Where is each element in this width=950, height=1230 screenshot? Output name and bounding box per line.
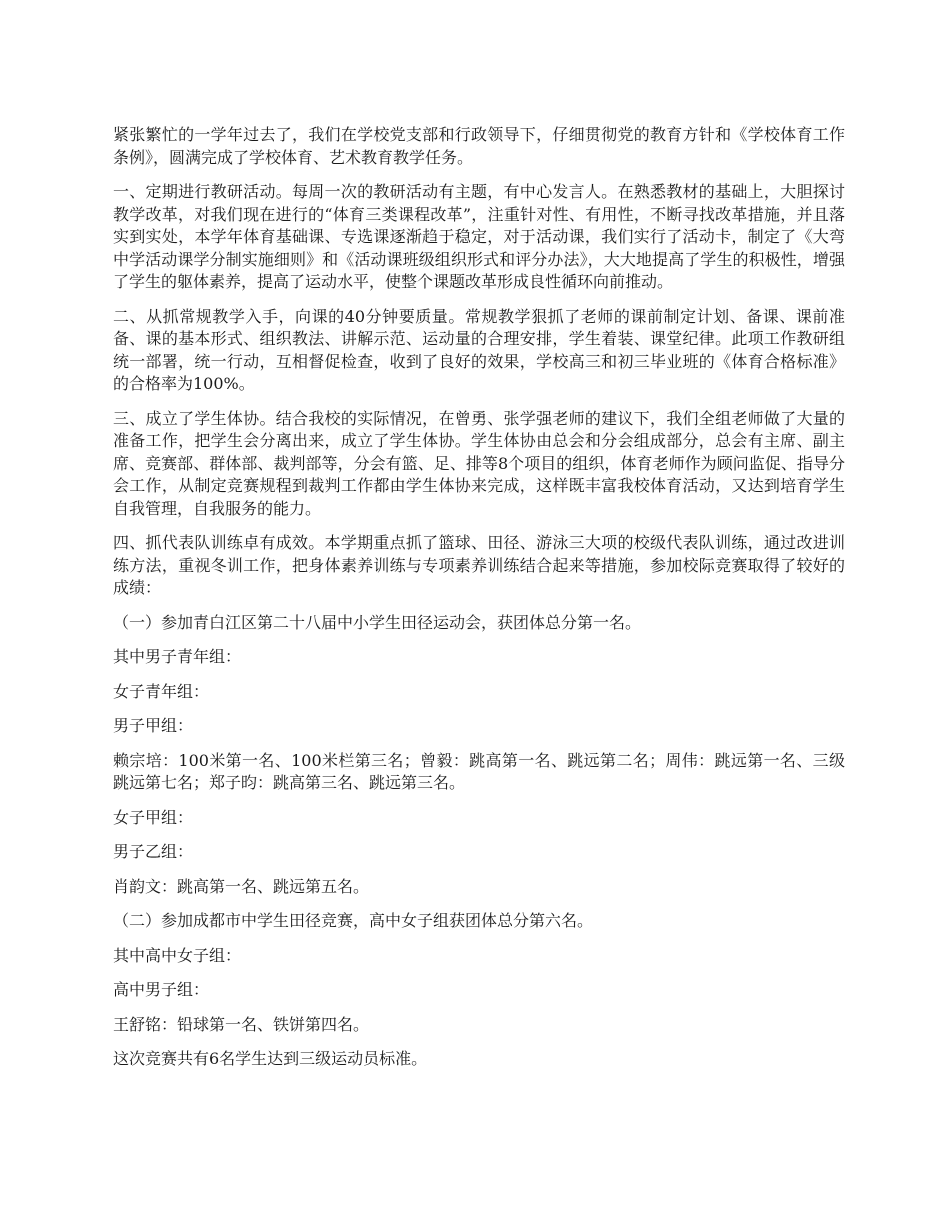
paragraph-competition-1: （一）参加青白江区第二十八届中小学生田径运动会，获团体总分第一名。: [113, 612, 642, 632]
paragraph-section-4: 四、抓代表队训练卓有成效。本学期重点抓了篮球、田径、游泳三大项的校级代表队训练，通过改进训练方法，重视冬训工作，把身体素养训练与专项素养训练结合起来等措施，参加校际竞赛取得了较好的成绩：: [113, 533, 845, 597]
paragraph-results: 赖宗培：100米第一名、100米栏第三名；曾毅：跳高第一名、跳远第二名；周伟：跳远第一名、三级跳远第七名；郑子昀：跳高第三名、跳远第三名。: [113, 750, 845, 792]
paragraph-group-label: 其中男子青年组：: [113, 647, 242, 666]
paragraph-group-label: 其中高中女子组：: [113, 945, 242, 965]
paragraph-group-label: 男子乙组：: [113, 842, 194, 861]
paragraph-results: 肖韵文：跳高第一名、跳远第五名。: [113, 876, 370, 896]
paragraph-intro: 紧张繁忙的一学年过去了，我们在学校党支部和行政领导下，仔细贯彻党的教育方针和《学校体育工作条例》，圆满完成了学校体育、艺术教育教学任务。: [113, 125, 845, 167]
paragraph-section-1: 一、定期进行教研活动。每周一次的教研活动有主题，有中心发言人。在熟悉教材的基础上，大胆探讨教学改革，对我们现在进行的“体育三类课程改革”，注重针对性、有用性，不断寻找改革措施，并且落实到实处，本学年体育基础课、专选课逐渐趋于稳定，对于活动课，我们实行了活动卡，制定了《大弯中学活动课学分制实施细则》和《活动课班级组织形式和评分办法》，大大地提高了学生的积极性，增强了学生的躯体素养，提高了运动水平，使整个课题改革形成良性循环向前推动。: [113, 182, 845, 291]
paragraph-summary: 这次竞赛共有6名学生达到三级运动员标准。: [113, 1049, 428, 1068]
document-body: [113, 124, 845, 1083]
paragraph-results: 王舒铭：铅球第一名、铁饼第四名。: [113, 1014, 370, 1034]
paragraph-group-label: 女子甲组：: [113, 807, 194, 827]
paragraph-section-2: 二、从抓常规教学入手，向课的40分钟要质量。常规教学狠抓了老师的课前制定计划、备课、课前准备、课的基本形式、组织教法、讲解示范、运动量的合理安排，学生着装、课堂纪律。此项工作教研组统一部署，统一行动，互相督促检查，收到了良好的效果，学校高三和初三毕业班的《体育合格标准》的合格率为100%。: [113, 306, 845, 393]
paragraph-group-label: 高中男子组：: [113, 980, 210, 999]
paragraph-competition-2: （二）参加成都市中学生田径竞赛，高中女子组获团体总分第六名。: [113, 911, 594, 930]
paragraph-group-label: 女子青年组：: [113, 681, 210, 701]
paragraph-section-3: 三、成立了学生体协。结合我校的实际情况，在曾勇、张学强老师的建议下，我们全组老师做了大量的准备工作，把学生会分离出来，成立了学生体协。学生体协由总会和分会组成部分，总会有主席、副主席、竞赛部、群体部、裁判部等，分会有篮、足、排等8个项目的组织，体育老师作为顾问监促、指导分会工作，从制定竞赛规程到裁判工作都由学生体协来完成，这样既丰富我校体育活动，又达到培育学生自我管理，自我服务的能力。: [113, 408, 845, 518]
paragraph-group-label: 男子甲组：: [113, 716, 194, 735]
